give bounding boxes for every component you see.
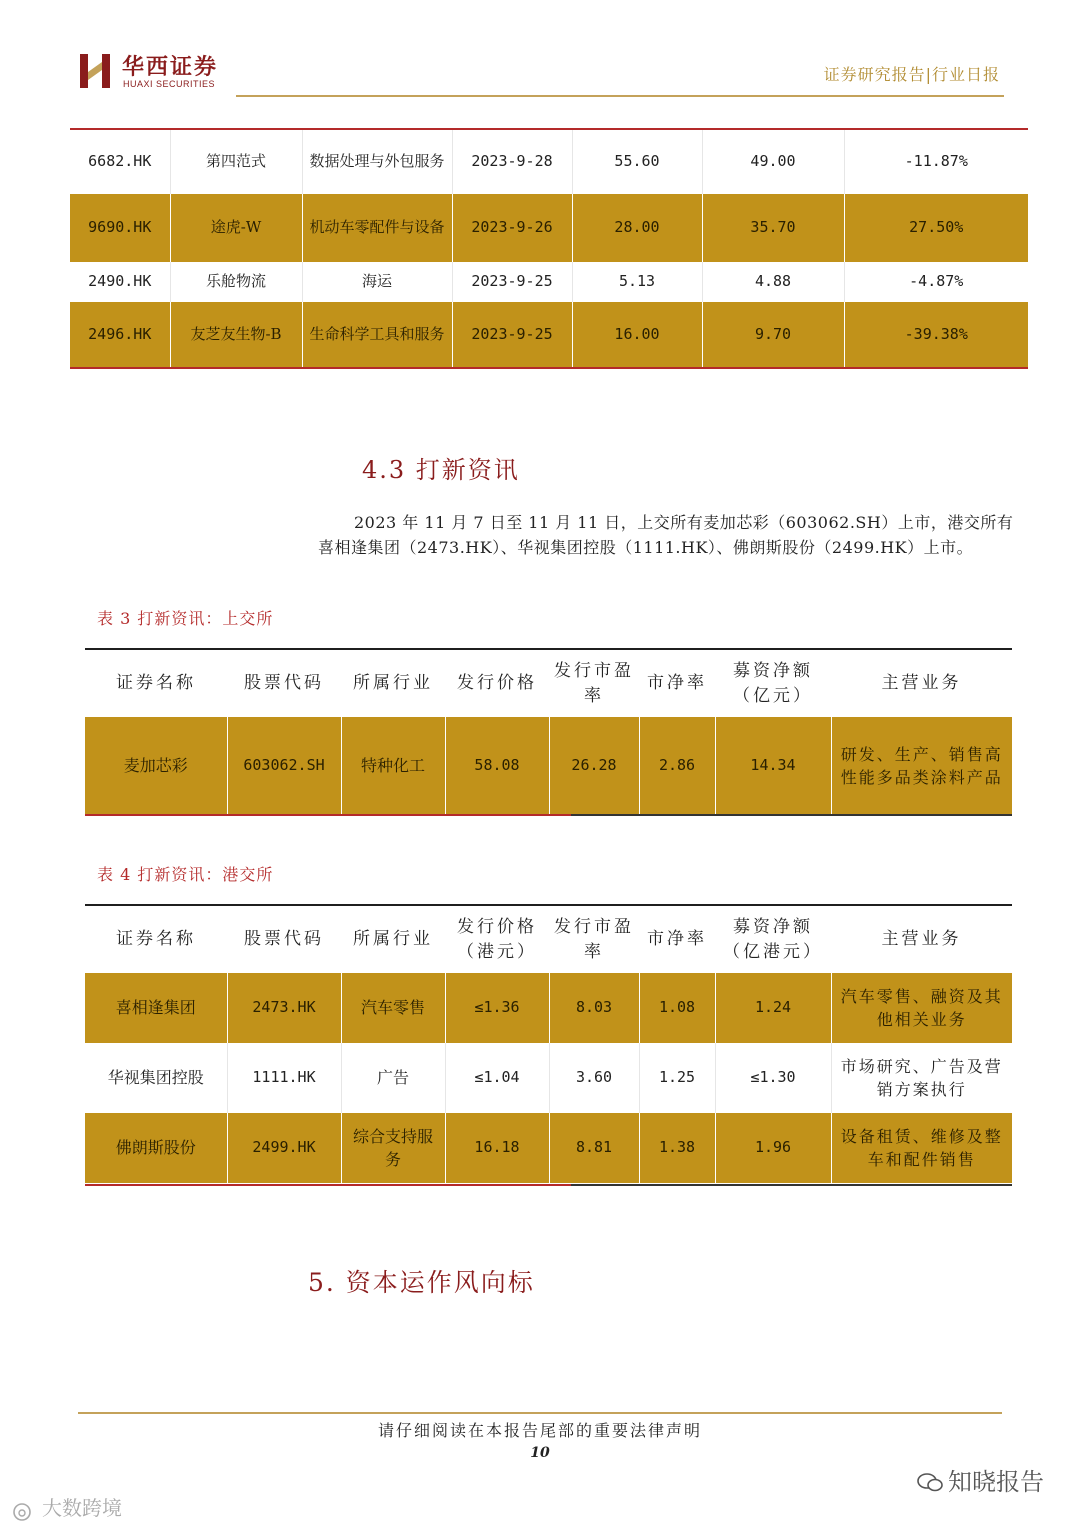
industry: 汽车零售	[341, 973, 445, 1043]
header-cell: 发行价格	[445, 649, 549, 717]
industry: 综合支持服务	[341, 1113, 445, 1183]
industry: 广告	[341, 1043, 445, 1113]
listing-date: 2023-9-25	[452, 262, 572, 302]
stock-name: 乐舱物流	[170, 262, 302, 302]
table-row	[85, 1113, 1012, 1183]
issue-price: 58.08	[445, 717, 549, 815]
header-cell: 股票代码	[227, 649, 341, 717]
net-raised: 1.96	[715, 1113, 831, 1183]
industry: 特种化工	[341, 717, 445, 815]
stock-code: 603062.SH	[227, 717, 341, 815]
table-header-row	[85, 905, 1012, 973]
issue-price: 5.13	[572, 262, 702, 302]
weibo-icon	[10, 1499, 38, 1521]
latest-price: 9.70	[702, 302, 844, 368]
table-row	[85, 1043, 1012, 1113]
pb-ratio: 2.86	[639, 717, 715, 815]
industry: 数据处理与外包服务	[302, 129, 452, 194]
security-name: 华视集团控股	[85, 1043, 227, 1113]
logo-english-name: HUAXI SECURITIES	[123, 79, 216, 89]
hkex-ipo-table	[85, 904, 1012, 1183]
issue-price: 16.18	[445, 1113, 549, 1183]
table-row	[70, 194, 1028, 262]
section-title-5: 5. 资本运作风向标	[308, 1268, 535, 1297]
net-raised: 1.24	[715, 973, 831, 1043]
header-cell: 所属行业	[341, 905, 445, 973]
page-number: 10	[530, 1445, 550, 1461]
pb-ratio: 1.08	[639, 973, 715, 1043]
stock-name: 友芝友生物-B	[170, 302, 302, 368]
latest-price: 4.88	[702, 262, 844, 302]
header-cell: 证券名称	[85, 649, 227, 717]
issue-price: 28.00	[572, 194, 702, 262]
main-business: 设备租赁、维修及整车和配件销售	[831, 1113, 1012, 1183]
latest-price: 49.00	[702, 129, 844, 194]
security-name: 喜相逢集团	[85, 973, 227, 1043]
net-raised: ≤1.30	[715, 1043, 831, 1113]
stock-code: 2490.HK	[70, 262, 170, 302]
pb-ratio: 1.25	[639, 1043, 715, 1113]
watermark-left-text: 大数跨境	[42, 1496, 122, 1520]
header-cell: 发行市盈率	[549, 905, 639, 973]
table3-bottom-rule	[85, 814, 571, 816]
issue-price: ≤1.36	[445, 973, 549, 1043]
listing-date: 2023-9-26	[452, 194, 572, 262]
stock-code: 6682.HK	[70, 129, 170, 194]
main-business: 市场研究、广告及营销方案执行	[831, 1043, 1012, 1113]
table-row	[70, 302, 1028, 368]
header-cell: 证券名称	[85, 905, 227, 973]
industry: 机动车零配件与设备	[302, 194, 452, 262]
footer-disclaimer: 请仔细阅读在本报告尾部的重要法律声明	[377, 1421, 702, 1440]
security-name: 麦加芯彩	[85, 717, 227, 815]
industry: 生命科学工具和服务	[302, 302, 452, 368]
table3-caption: 表 3 打新资讯：上交所	[97, 609, 274, 628]
report-type: 证券研究报告|行业日报	[823, 65, 1000, 84]
price-change: 27.50%	[844, 194, 1028, 262]
price-change: -11.87%	[844, 129, 1028, 194]
net-raised: 14.34	[715, 717, 831, 815]
header-cell: 发行市盈率	[549, 649, 639, 717]
table3-bottom-rule-right	[571, 814, 1012, 816]
header-cell: 所属行业	[341, 649, 445, 717]
stock-code: 2473.HK	[227, 973, 341, 1043]
header-cell: 募资净额（亿元）	[715, 649, 831, 717]
stock-code: 2496.HK	[70, 302, 170, 368]
listing-date: 2023-9-25	[452, 302, 572, 368]
price-change: -39.38%	[844, 302, 1028, 368]
wechat-icon	[916, 1472, 944, 1494]
security-name: 佛朗斯股份	[85, 1113, 227, 1183]
table-header-row	[85, 649, 1012, 717]
table-row	[85, 973, 1012, 1043]
huaxi-logo-icon	[78, 52, 112, 90]
stock-code: 9690.HK	[70, 194, 170, 262]
logo-chinese-name: 华西证券	[122, 55, 219, 80]
issue-pe: 3.60	[549, 1043, 639, 1113]
stock-name: 途虎-W	[170, 194, 302, 262]
issue-pe: 8.81	[549, 1113, 639, 1183]
watermark-left	[10, 1492, 122, 1521]
main-business: 汽车零售、融资及其他相关业务	[831, 973, 1012, 1043]
section-paragraph: 2023 年 11 月 7 日至 11 月 11 日，上交所有麦加芯彩（603062.SH）上市，港交所有喜相逢集团（2473.HK）、华视集团控股（1111.HK）、佛朗斯股份（2499.HK）上市。	[318, 513, 1014, 557]
header-cell: 股票代码	[227, 905, 341, 973]
issue-price: ≤1.04	[445, 1043, 549, 1113]
stock-code: 2499.HK	[227, 1113, 341, 1183]
table-row	[70, 262, 1028, 302]
watermark-right	[916, 1462, 1044, 1497]
footer-divider	[78, 1412, 1002, 1414]
header-cell: 募资净额（亿港元）	[715, 905, 831, 973]
table-row	[85, 717, 1012, 815]
header-cell: 市净率	[639, 649, 715, 717]
hk-listing-performance-table	[70, 128, 1028, 369]
pb-ratio: 1.38	[639, 1113, 715, 1183]
section-title-4-3: 4.3 打新资讯	[362, 456, 520, 484]
listing-date: 2023-9-28	[452, 129, 572, 194]
issue-price: 16.00	[572, 302, 702, 368]
issue-price: 55.60	[572, 129, 702, 194]
stock-name: 第四范式	[170, 129, 302, 194]
latest-price: 35.70	[702, 194, 844, 262]
header-cell: 发行价格（港元）	[445, 905, 549, 973]
issue-pe: 8.03	[549, 973, 639, 1043]
stock-code: 1111.HK	[227, 1043, 341, 1113]
sse-ipo-table	[85, 648, 1012, 815]
header-cell: 主营业务	[831, 905, 1012, 973]
table4-caption: 表 4 打新资讯：港交所	[97, 865, 274, 884]
price-change: -4.87%	[844, 262, 1028, 302]
header-divider	[236, 95, 1004, 97]
table4-bottom-rule-right	[571, 1184, 1012, 1186]
header-cell: 主营业务	[831, 649, 1012, 717]
issue-pe: 26.28	[549, 717, 639, 815]
table-row	[70, 129, 1028, 194]
industry: 海运	[302, 262, 452, 302]
table4-bottom-rule	[85, 1184, 571, 1186]
main-business: 研发、生产、销售高性能多品类涂料产品	[831, 717, 1012, 815]
header-cell: 市净率	[639, 905, 715, 973]
watermark-right-text: 知晓报告	[948, 1468, 1044, 1496]
